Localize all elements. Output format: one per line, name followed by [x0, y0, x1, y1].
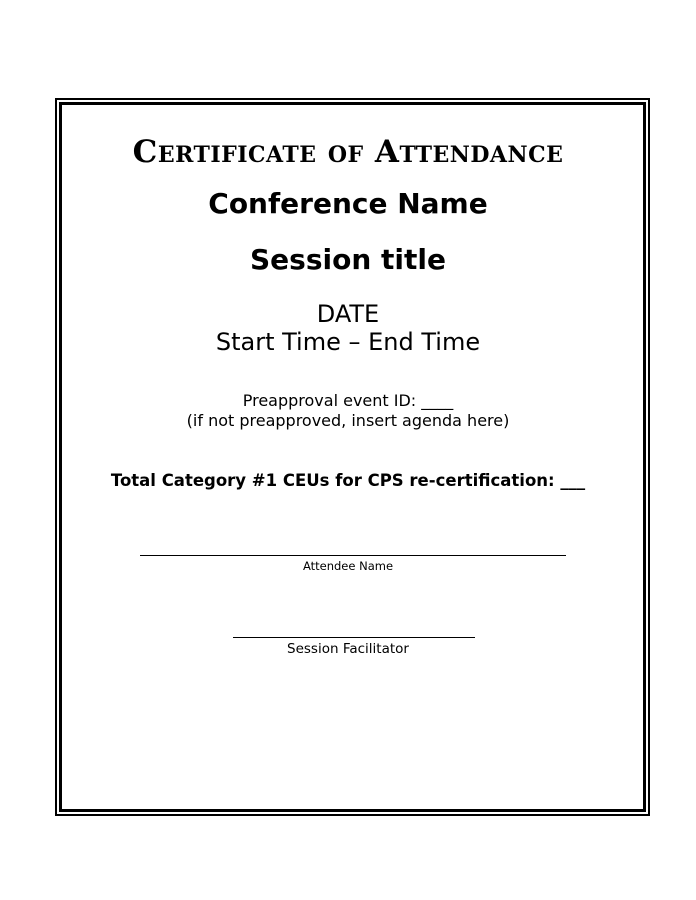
agenda-note: (if not preapproved, insert agenda here): [186, 411, 510, 430]
facilitator-signature-line: [233, 637, 475, 638]
session-date: DATE: [316, 300, 380, 328]
certificate-heading: Certificate of Attendance: [132, 134, 564, 170]
conference-name: Conference Name: [208, 187, 488, 220]
facilitator-label: Session Facilitator: [287, 641, 409, 657]
ceu-total-line: Total Category #1 CEUs for CPS re-certification: ___: [110, 471, 586, 490]
session-title: Session title: [250, 243, 446, 276]
session-time-range: Start Time – End Time: [215, 328, 481, 356]
attendee-name-label: Attendee Name: [302, 559, 394, 573]
preapproval-event-id: Preapproval event ID: ____: [242, 391, 454, 410]
attendee-signature-line: [140, 555, 566, 556]
